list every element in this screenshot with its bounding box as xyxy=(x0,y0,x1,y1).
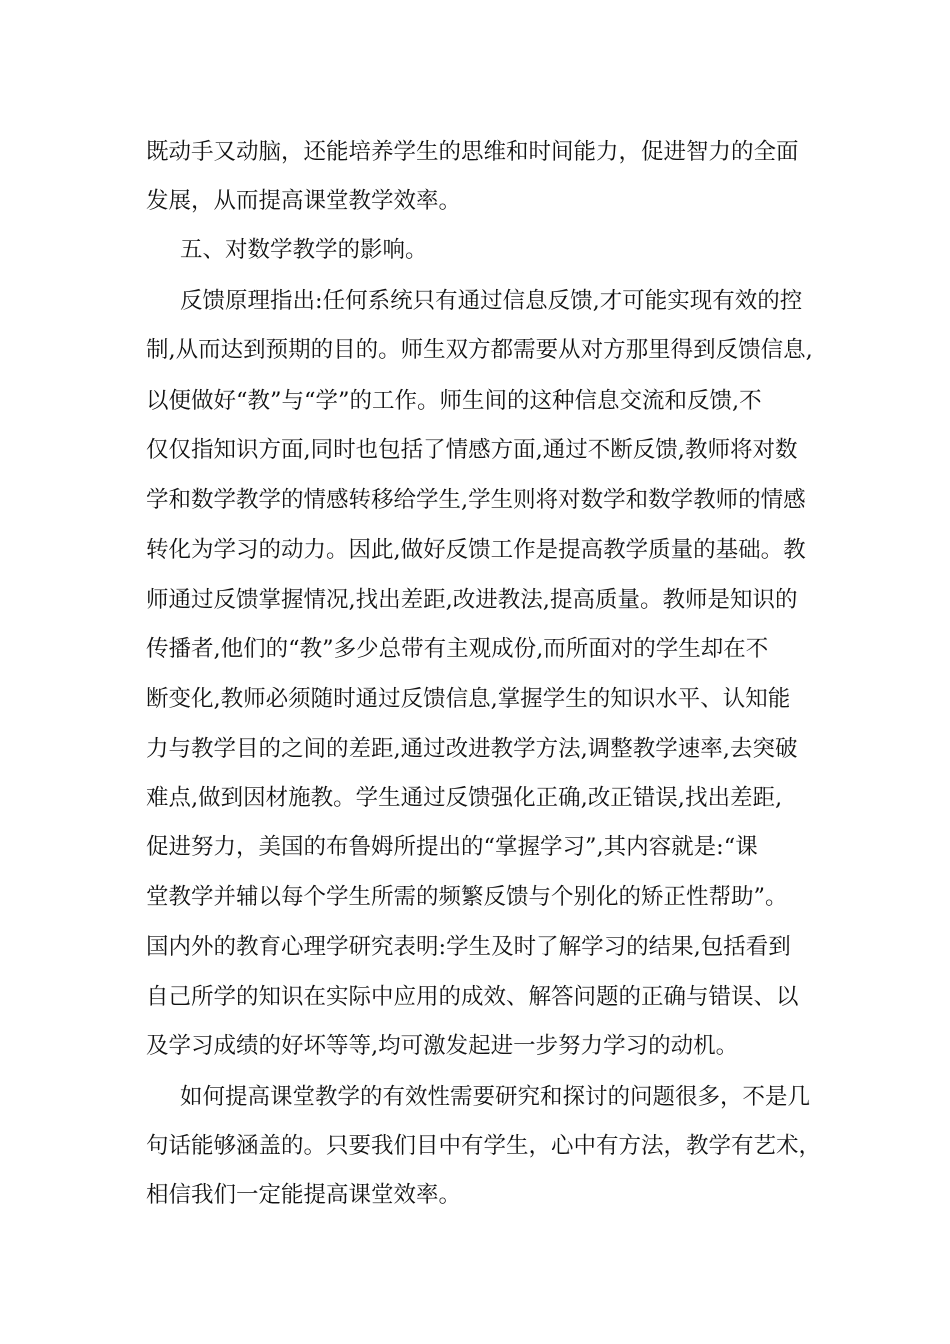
text-line: 断变化,教师必须随时通过反馈信息,掌握学生的知识水平、认知能 xyxy=(146,686,791,712)
section-heading: 五、对数学教学的影响。 xyxy=(180,237,428,263)
text-line: 制,从而达到预期的目的。师生双方都需要从对方那里得到反馈信息, xyxy=(146,337,813,363)
text-line: 堂教学并辅以每个学生所需的频繁反馈与个别化的矫正性帮助”。 xyxy=(146,884,788,910)
text-line: 及学习成绩的好坏等等,均可激发起进一步努力学习的动机。 xyxy=(146,1033,739,1059)
text-line: 学和数学教学的情感转移给学生,学生则将对数学和数学教师的情感 xyxy=(146,487,806,513)
text-line: 如何提高课堂教学的有效性需要研究和探讨的问题很多，不是几 xyxy=(180,1084,811,1110)
text-line: 以便做好“教”与“学”的工作。师生间的这种信息交流和反馈,不 xyxy=(146,388,762,414)
text-line: 力与教学目的之间的差距,通过改进教学方法,调整教学速率,去突破 xyxy=(146,736,798,762)
text-line: 发展，从而提高课堂教学效率。 xyxy=(146,188,462,214)
text-line: 传播者,他们的“教”多少总带有主观成份,而所面对的学生却在不 xyxy=(146,636,769,662)
text-line: 难点,做到因材施教。学生通过反馈强化正确,改正错误,找出差距, xyxy=(146,785,783,811)
text-line: 仅仅指知识方面,同时也包括了情感方面,通过不断反馈,教师将对数 xyxy=(146,437,798,463)
text-line: 自己所学的知识在实际中应用的成效、解答问题的正确与错误、以 xyxy=(146,984,799,1010)
text-line: 师通过反馈掌握情况,找出差距,改进教法,提高质量。教师是知识的 xyxy=(146,587,798,613)
text-line: 句话能够涵盖的。只要我们目中有学生，心中有方法，教学有艺术， xyxy=(146,1133,822,1159)
text-line: 反馈原理指出:任何系统只有通过信息反馈,才可能实现有效的控 xyxy=(180,288,803,314)
text-line: 转化为学习的动力。因此,做好反馈工作是提高教学质量的基础。教 xyxy=(146,537,806,563)
text-line: 既动手又动脑，还能培养学生的思维和时间能力，促进智力的全面 xyxy=(146,139,799,165)
text-line: 国内外的教育心理学研究表明:学生及时了解学习的结果,包括看到 xyxy=(146,934,791,960)
text-line: 相信我们一定能提高课堂效率。 xyxy=(146,1182,462,1208)
text-line: 促进努力，美国的布鲁姆所提出的“掌握学习”,其内容就是:“课 xyxy=(146,834,758,860)
